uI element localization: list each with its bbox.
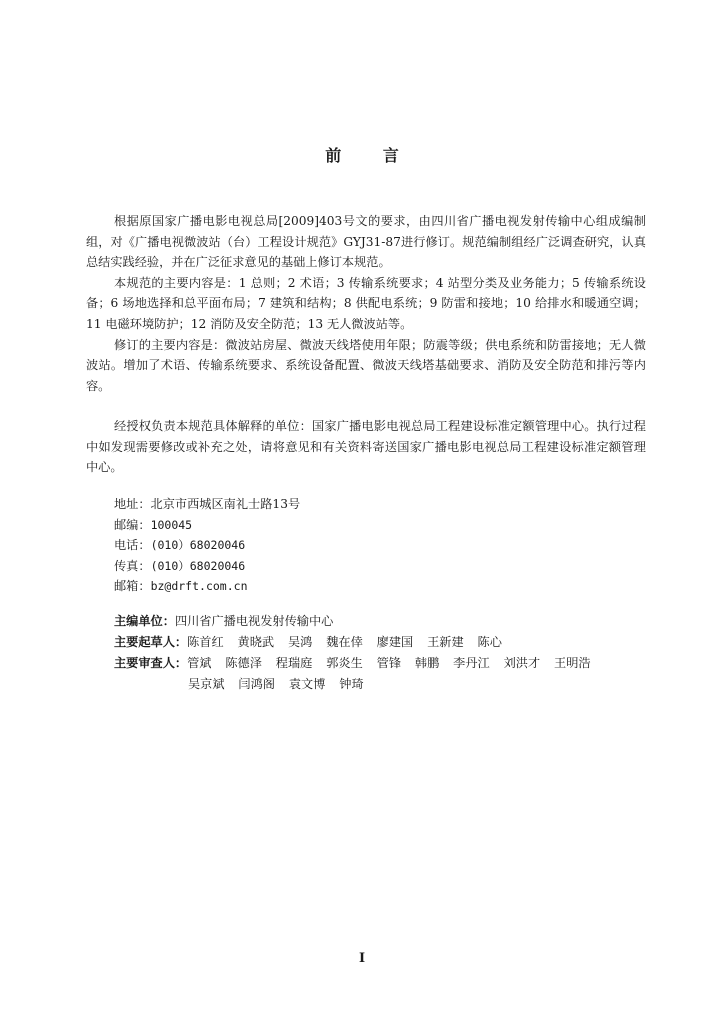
authority-section	[86, 416, 646, 478]
preface-paragraph-2: 本规范的主要内容是：1 总则；2 术语；3 传输系统要求；4 站型分类及业务能力；5 传输系统设备；6 场地选择和总平面布局；7 建筑和结构；8 供配电系统；9 防雷和接地；10 给排水和暖通空调；11 电磁环境防护；12 消防及安全防范；13 无人微波站等。	[86, 275, 646, 331]
contact-info	[114, 494, 300, 597]
drafters-row	[114, 632, 591, 653]
drafters-label: 主要起草人：	[114, 635, 188, 649]
contact-postcode	[114, 515, 300, 536]
contact-address: 地址：北京市西城区南礼士路13号	[114, 497, 301, 511]
staff-list	[114, 611, 591, 695]
page-number: I	[358, 951, 366, 966]
reviewers-label: 主要审查人：	[114, 656, 188, 670]
phone-value: (010）68020046	[150, 538, 246, 553]
reviewers-row	[114, 653, 591, 674]
email-label: 邮箱：	[114, 579, 151, 594]
reviewers-names-line-2: 吴京斌 闫鸿阁 袁文博 钟琦	[188, 677, 364, 691]
page-title: 前 言	[325, 146, 417, 165]
fax-value: (010）68020046	[150, 558, 246, 573]
postcode-label: 邮编：	[114, 517, 151, 532]
preface-body	[86, 211, 646, 396]
editor-name: 四川省广播电视发射传输中心	[174, 614, 334, 628]
contact-email	[114, 576, 300, 597]
preface-paragraph-1: 根据原国家广播电影电视总局[2009]403号文的要求，由四川省广播电视发射传输中心组成编制组，对《广播电视微波站（台）工程设计规范》GYJ31-87进行修订。规范编制组经广泛调查研究，认真总结实践经验，并在广泛征求意见的基础上修订本规范。	[86, 214, 646, 270]
phone-label: 电话：	[114, 538, 151, 553]
postcode-value: 100045	[150, 517, 193, 532]
email-value: bz@drft.com.cn	[150, 579, 248, 594]
editor-label: 主编单位：	[114, 614, 175, 628]
reviewers-names-line-1: 管斌 陈德泽 程瑞庭 郭炎生 管锋 韩鹏 李丹江 刘洪才 王明浩	[187, 656, 591, 670]
contact-phone	[114, 535, 300, 556]
contact-fax	[114, 556, 300, 577]
preface-paragraph-3: 修订的主要内容是：微波站房屋、微波天线塔使用年限；防震等级；供电系统和防雷接地；无人微波站。增加了术语、传输系统要求、系统设备配置、微波天线塔基础要求、消防及安全防范和排污等内容。	[86, 337, 646, 393]
authority-paragraph: 经授权负责本规范具体解释的单位：国家广播电影电视总局工程建设标准定额管理中心。执行过程中如发现需要修改或补充之处，请将意见和有关资料寄送国家广播电影电视总局工程建设标准定额管理中心。	[86, 419, 646, 475]
editor-row	[114, 611, 591, 632]
fax-label: 传真：	[114, 558, 151, 573]
drafters-names: 陈首红 黄晓武 吴鸿 魏在倖 廖建国 王新建 陈心	[187, 635, 502, 649]
